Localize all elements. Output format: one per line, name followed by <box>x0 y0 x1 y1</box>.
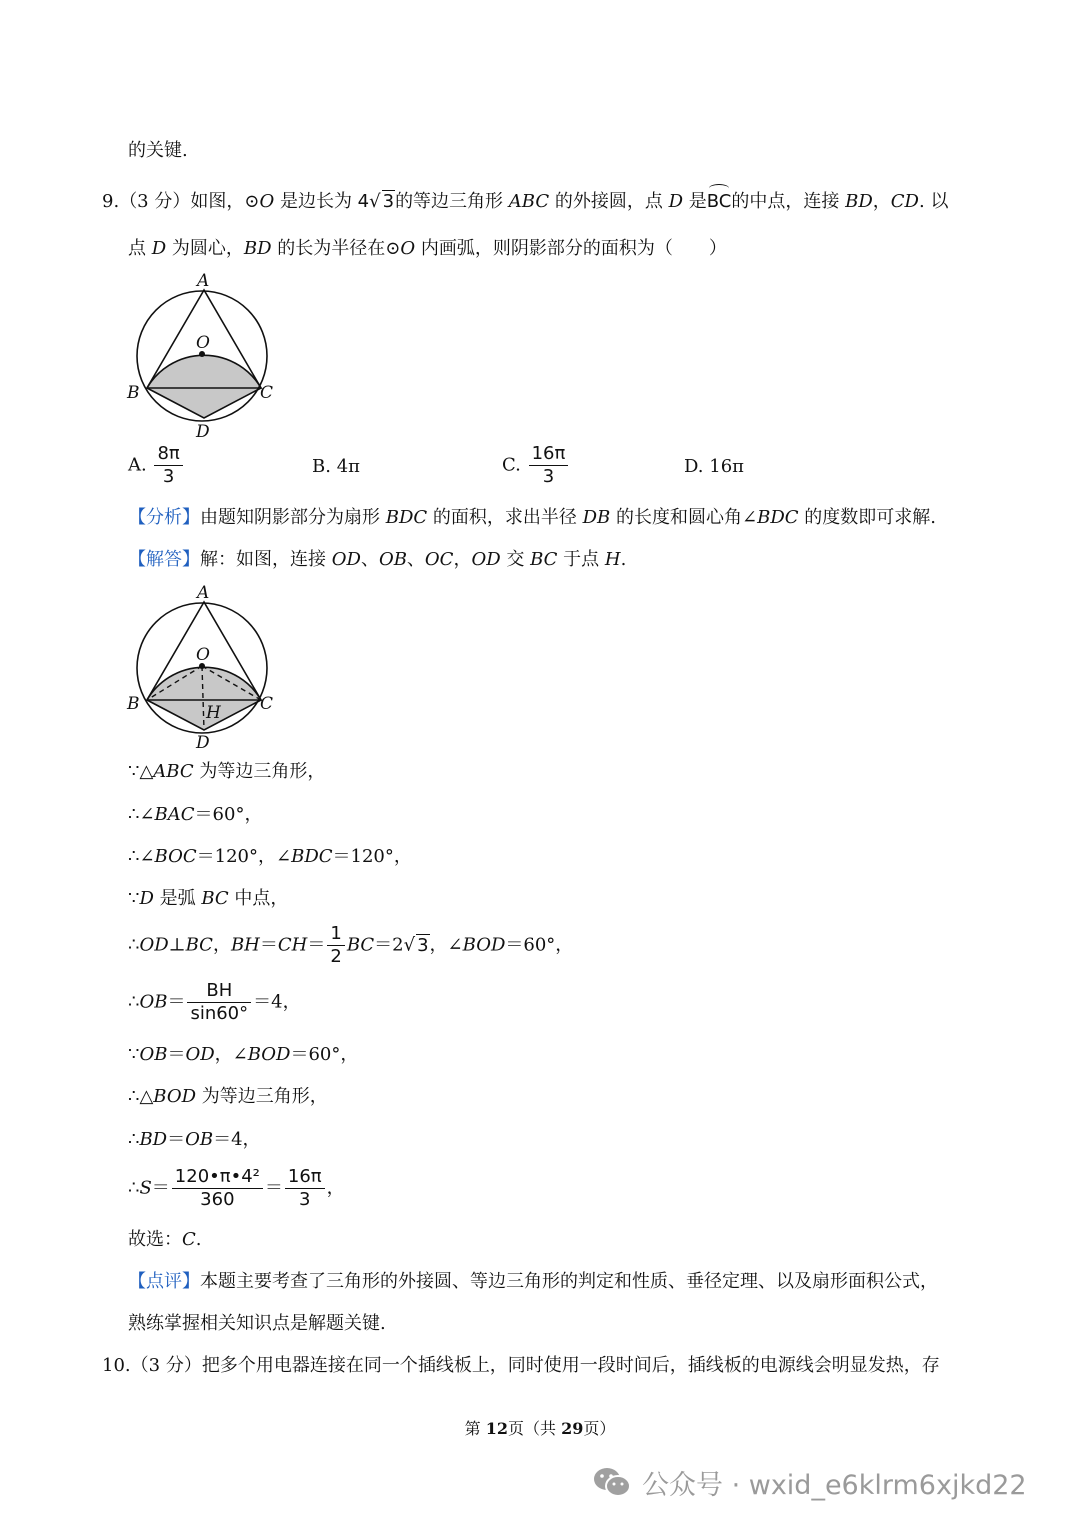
page-footer: 第 12页（共 29页） <box>464 1419 616 1438</box>
step-4: ∵D 是弧 BC 中点， <box>128 888 289 909</box>
question-9-line-2: 点 D 为圆心，BD 的长为半径在⊙O 内画弧，则阴影部分的面积为（ ） <box>128 238 727 259</box>
analysis-line: 【分析】由题知阴影部分为扇形 BDC 的面积，求出半径 DB 的长度和圆心角∠BDC 的度数即可求解. <box>128 507 936 528</box>
option-d: D. 16π <box>684 456 744 477</box>
comment-line-2: 熟练掌握相关知识点是解题关键. <box>128 1313 386 1334</box>
previous-text-fragment: 的关键. <box>128 140 188 161</box>
label-b: B <box>127 694 140 714</box>
label-a: A <box>197 583 210 603</box>
answer-tag: 【解答】 <box>128 549 200 570</box>
comment-tag: 【点评】 <box>128 1271 200 1292</box>
label-a: A <box>197 271 210 291</box>
step-6: ∴OB＝ $\frac{BH}{\sin 60^\circ}$ ＝4， <box>128 980 301 1024</box>
option-b: B. 4π <box>312 456 360 477</box>
step-2: ∴∠BAC＝60°， <box>128 804 263 825</box>
step-7: ∵OB＝OD，∠BOD＝60°， <box>128 1044 359 1065</box>
label-b: B <box>127 383 140 403</box>
watermark-text: 公众号 · wxid_e6klrm6xjkd22 <box>642 1469 1027 1501</box>
question-9-line-1: 9.（3 分）如图，⊙O 是边长为 4√ 3的等边三角形 ABC 的外接圆，点 D 是BC的中点，连接 BD，CD. 以 <box>102 191 949 212</box>
option-a: A. $\frac{8\pi}{3}$ <box>128 443 185 488</box>
question-10-line-1: 10.（3 分）把多个用电器连接在同一个插线板上，同时使用一段时间后，插线板的电源线会明显发热，存 <box>102 1355 940 1376</box>
label-o: O <box>196 645 210 665</box>
label-c: C <box>260 383 274 403</box>
wechat-icon <box>592 1465 632 1499</box>
comment-line-1: 【点评】本题主要考查了三角形的外接圆、等边三角形的判定和性质、垂径定理、以及扇形面积公式， <box>128 1271 938 1292</box>
step-5: ∴OD⊥BC，BH＝CH＝ $\frac{1}{2}$ BC＝2√ 3，∠BOD＝60°， <box>128 923 574 967</box>
figure-1 <box>120 268 280 443</box>
label-c: C <box>260 694 274 714</box>
analysis-tag: 【分析】 <box>128 507 200 528</box>
label-d: D <box>196 422 210 442</box>
figure-2 <box>120 580 280 755</box>
watermark <box>592 1462 1027 1502</box>
step-8: ∴△BOD 为等边三角形， <box>128 1086 328 1107</box>
option-c: C. $\frac{16\pi}{3}$ <box>502 443 570 488</box>
step-11-choice: 故选：C. <box>128 1229 202 1250</box>
step-3: ∴∠BOC＝120°，∠BDC＝120°， <box>128 846 412 867</box>
label-o: O <box>196 333 210 353</box>
step-1: ∵△ABC 为等边三角形， <box>128 761 326 782</box>
label-h: H <box>206 703 221 723</box>
step-10: ∴S＝ $\frac{\text{120•π•4²}}{360}$ ＝ $\frac{16\pi}{3}$ ， <box>128 1166 345 1210</box>
step-9: ∴BD＝OB＝4， <box>128 1129 261 1150</box>
arc-bc: BC <box>706 191 732 212</box>
label-d: D <box>196 733 210 753</box>
answer-intro-line: 【解答】解：如图，连接 OD、OB、OC，OD 交 BC 于点 H. <box>128 549 627 570</box>
